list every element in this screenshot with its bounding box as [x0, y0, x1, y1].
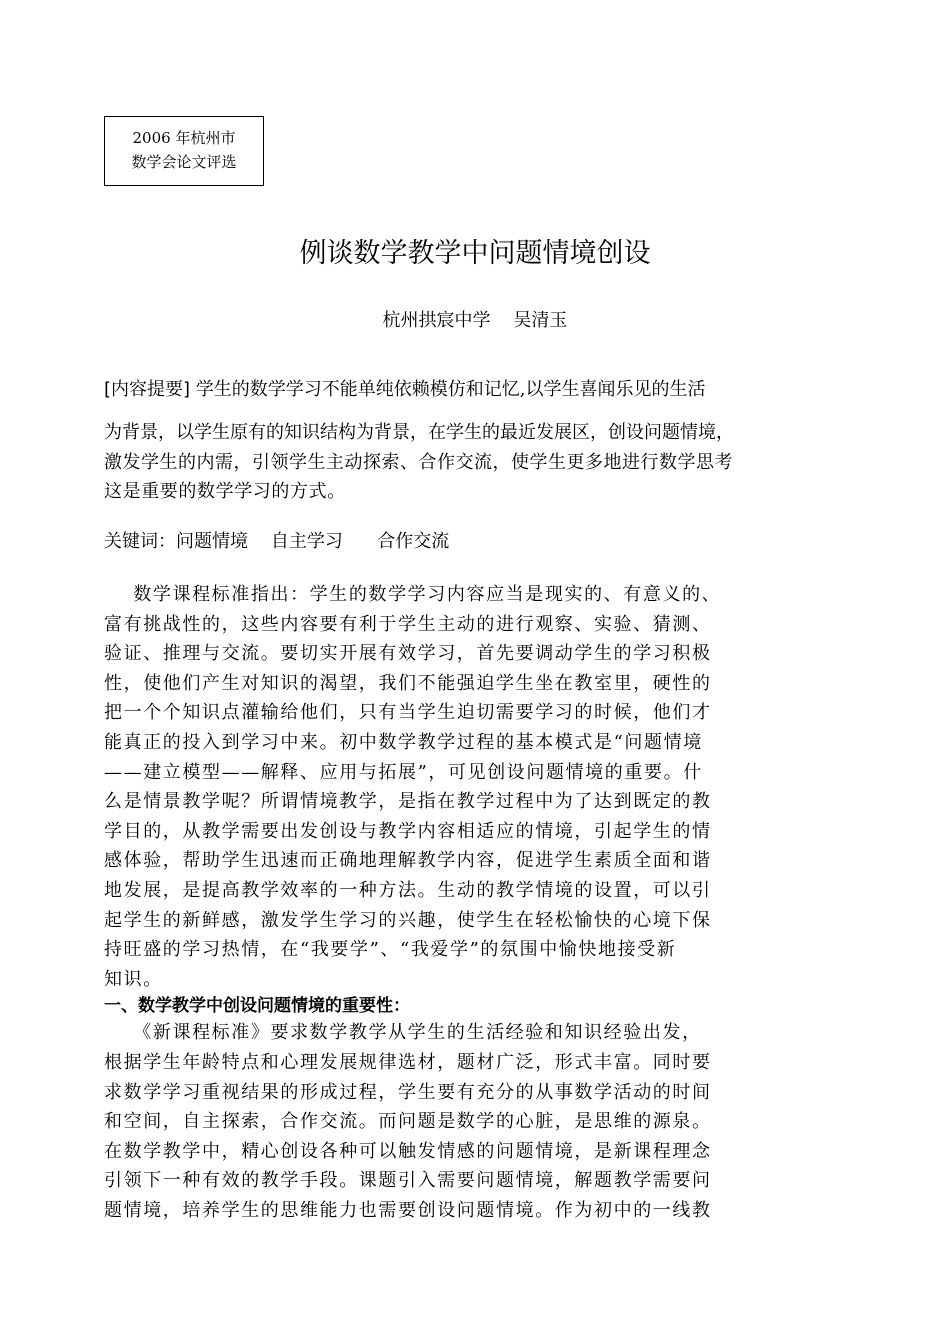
section-heading: 一、数学教学中创设问题情境的重要性： — [104, 996, 410, 1017]
competition-label-line1: 2006 年杭州市 — [132, 129, 236, 147]
paper-title: 例谈数学教学中问题情境创设 — [299, 238, 651, 269]
paragraph-line: 求数学学习重视结果的形成过程，学生要有充分的从事数学活动的时间 — [104, 1081, 712, 1103]
paragraph-line: 么是情景教学呢？所谓情境教学，是指在教学过程中为了达到既定的教 — [104, 791, 712, 813]
paragraph-line: 把一个个知识点灌输给他们，只有当学生迫切需要学习的时候，他们才 — [104, 702, 712, 724]
paragraph-line: 数学课程标准指出：学生的数学学习内容应当是现实的、有意义的、 — [104, 584, 722, 605]
paragraph-line: 学目的，从教学需要出发创设与教学内容相适应的情境，引起学生的情 — [104, 820, 712, 842]
keywords-line: 关键词：问题情境 自主学习 合作交流 — [104, 531, 450, 552]
author-line: 杭州拱宸中学 吴清玉 — [382, 310, 568, 331]
paragraph-line: 《新课程标准》要求数学教学从学生的生活经验和知识经验出发， — [104, 1022, 702, 1044]
paragraph-line: 感体验，帮助学生迅速而正确地理解教学内容，促进学生素质全面和谐 — [104, 850, 712, 872]
abstract-first-text: 学生的数学学习不能单纯依赖模仿和记忆,以学生喜闻乐见的生活 — [190, 379, 706, 400]
paragraph-line: 性，使他们产生对知识的渴望，我们不能强迫学生坐在教室里，硬性的 — [104, 672, 712, 694]
paragraph-line: 和空间，自主探索，合作交流。而问题是数学的心脏，是思维的源泉。 — [104, 1111, 712, 1133]
paragraph-line: 持旺盛的学习热情，在“我要学”、“我爱学”的氛围中愉快地接受新 — [104, 939, 677, 961]
abstract-body — [104, 418, 874, 507]
abstract-label: [内容提要] — [104, 379, 191, 400]
competition-label-line2: 数学会论文评选 — [131, 153, 237, 171]
abstract-line: 这是重要的数学学习的方式。 — [104, 481, 346, 503]
main-text — [104, 580, 864, 1225]
paragraph-line: ——建立模型——解释、应用与拓展”，可见创设问题情境的重要。什 — [104, 761, 703, 783]
paragraph-line: 验证、推理与交流。要切实开展有效学习，首先要调动学生的学习积极 — [104, 643, 712, 665]
paragraph-line: 题情境，培养学生的思维能力也需要创设问题情境。作为初中的一线教 — [104, 1199, 712, 1221]
paragraph-line: 起学生的新鲜感，激发学生学习的兴趣，使学生在轻松愉快的心境下保 — [104, 909, 712, 931]
paragraph-line: 能真正的投入到学习中来。初中数学教学过程的基本模式是“问题情境 — [104, 731, 703, 753]
paragraph-line: 在数学教学中，精心创设各种可以触发情感的问题情境，是新课程理念 — [104, 1140, 712, 1162]
paragraph-line: 知识。 — [104, 968, 163, 990]
paragraph-line: 富有挑战性的，这些内容要有利于学生主动的进行观察、实验、猜测、 — [104, 613, 712, 635]
abstract-first-line — [104, 376, 864, 404]
paragraph-line: 引领下一种有效的教学手段。课题引入需要问题情境，解题教学需要问 — [104, 1170, 712, 1192]
abstract-line: 为背景，以学生原有的知识结构为背景，在学生的最近发展区，创设问题情境， — [104, 422, 734, 443]
paragraph-line: 根据学生年龄特点和心理发展规律选材，题材广泛，形式丰富。同时要 — [104, 1051, 712, 1073]
abstract-line: 激发学生的内需，引领学生主动探索、合作交流，使学生更多地进行数学思考 — [104, 451, 733, 473]
competition-label-box — [104, 116, 264, 186]
paragraph-line: 地发展，是提高教学效率的一种方法。生动的教学情境的设置，可以引 — [104, 879, 712, 901]
